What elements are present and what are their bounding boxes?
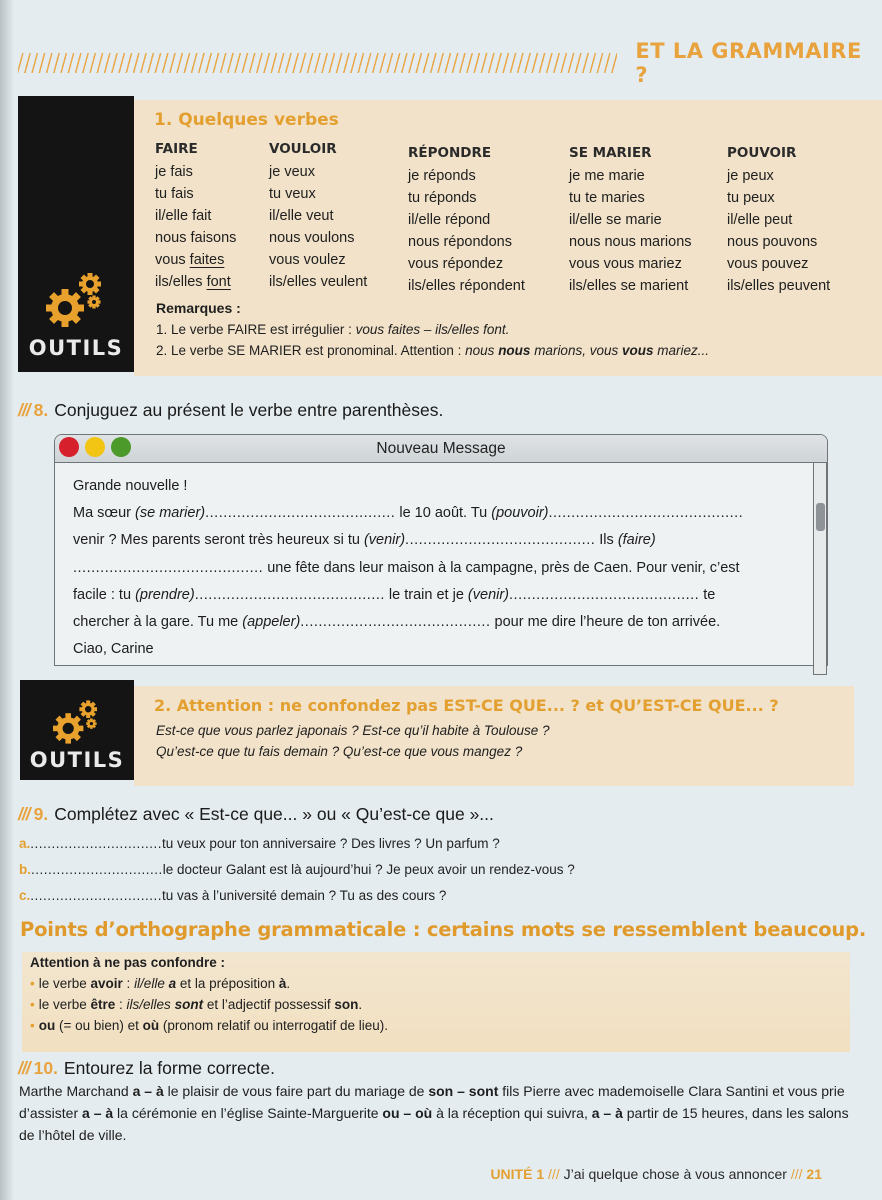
verb-form: tu peux — [727, 190, 775, 206]
exercise-number: 8. — [33, 400, 49, 420]
exercise-10-heading — [18, 1058, 275, 1079]
text: et la préposition — [176, 976, 279, 991]
exercise-item — [19, 883, 575, 909]
message-line — [73, 527, 783, 554]
text: Ma sœur — [73, 505, 136, 522]
verb-heading: RÉPONDRE — [408, 145, 492, 161]
maximize-button[interactable] — [111, 437, 131, 457]
orthographe-title: Points d’orthographe grammaticale : certains mots se ressemblent beaucoup. — [20, 918, 867, 941]
vertical-scrollbar[interactable] — [813, 463, 827, 675]
verb-form: je peux — [727, 168, 774, 184]
blank-fill[interactable]: ........................................... — [548, 505, 744, 522]
text: Ils — [595, 532, 618, 549]
remark-2 — [156, 340, 709, 361]
verb-form: ils/elles répondent — [408, 278, 525, 294]
text: le verbe — [38, 997, 91, 1012]
verb-hint: (prendre) — [135, 586, 195, 603]
remark-example: mariez... — [653, 343, 710, 358]
verb-form: ils/elles veulent — [269, 274, 368, 290]
remark-example: vous faites – ils/elles font. — [355, 322, 510, 337]
verb-form: nous voulons — [269, 230, 355, 246]
est-ce-que-panel — [134, 686, 854, 786]
message-line — [73, 609, 783, 636]
exercise-10-text — [19, 1080, 849, 1146]
exercise-slash: /// — [18, 1058, 30, 1078]
keyword: à — [278, 976, 287, 991]
verb-form: vous vous mariez — [569, 256, 682, 272]
example-line: Qu’est-ce que tu fais demain ? Qu’est-ce que vous mangez ? — [156, 744, 523, 759]
verb-form-prefix: ils/elles — [155, 274, 207, 290]
text: le verbe — [38, 976, 91, 991]
exercise-8-heading — [18, 400, 443, 421]
verb-form: tu te maries — [569, 190, 645, 206]
panel-title-verbes: 1. Quelques verbes — [154, 110, 339, 130]
verb-column-pouvoir — [727, 142, 830, 297]
outils-label: OUTILS — [29, 748, 125, 772]
verb-form: je fais — [155, 164, 193, 180]
exercise-slash: /// — [18, 400, 30, 420]
text: pour me dire l’heure de ton arrivée. — [490, 614, 721, 631]
remark-1 — [156, 319, 709, 340]
exercise-9-heading — [18, 804, 494, 825]
outils-badge-2 — [20, 680, 134, 780]
exercise-item — [19, 831, 575, 857]
gears-icon — [49, 698, 105, 746]
orthographe-subtitle: Attention à ne pas confondre : — [30, 955, 226, 970]
orthographe-panel — [22, 952, 850, 1052]
message-line — [73, 582, 783, 609]
verb-form: vous répondez — [408, 256, 504, 272]
exercise-instruction: Conjuguez au présent le verbe entre parenthèses. — [54, 400, 444, 420]
item-letter: b. — [19, 862, 31, 877]
outils-badge-1 — [18, 96, 134, 372]
verb-form: tu réponds — [408, 190, 477, 206]
verb-hint: (pouvoir) — [491, 505, 549, 522]
orthographe-bullet — [30, 1015, 388, 1036]
exercise-number: 9. — [33, 804, 49, 824]
text: et l’adjectif possessif — [203, 997, 335, 1012]
verb-form: vous voulez — [269, 252, 346, 268]
page-title: ET LA GRAMMAIRE ? — [635, 39, 862, 87]
exercise-item — [19, 857, 575, 883]
text: chercher à la gare. Tu me — [73, 614, 243, 631]
verb-form: je veux — [269, 164, 315, 180]
exercise-instruction: Complétez avec « Est-ce que... » ou « Qu’est-ce que »... — [54, 804, 494, 824]
examples-block — [156, 720, 550, 762]
remark-text: 1. Le verbe FAIRE est irrégulier : — [156, 322, 356, 337]
verb-form — [155, 271, 236, 293]
choice-option[interactable]: a – à — [591, 1105, 623, 1121]
keyword: où — [142, 1018, 160, 1033]
message-body[interactable] — [73, 473, 783, 663]
verb-hint: (appeler) — [242, 614, 301, 631]
verb-hint: (faire) — [617, 532, 656, 549]
verb-column-faire — [155, 138, 236, 293]
keyword: son — [334, 997, 359, 1012]
remark-text: 2. Le verbe SE MARIER est pronominal. Attention : — [156, 343, 466, 358]
blank-fill[interactable]: ............................... — [31, 862, 163, 877]
verb-form-underlined: font — [206, 274, 231, 290]
blank-fill[interactable]: .......................................... — [300, 614, 491, 631]
verb-form: vous pouvez — [727, 256, 809, 272]
gears-icon — [41, 270, 111, 330]
remark-example: marions, vous — [530, 343, 622, 358]
scrollbar-thumb[interactable] — [816, 503, 825, 531]
blank-fill[interactable]: .......................................... — [205, 505, 396, 522]
close-button[interactable] — [59, 437, 79, 457]
exercise-slash: /// — [18, 804, 30, 824]
exercise-instruction: Entourez la forme correcte. — [63, 1058, 275, 1078]
bullet-icon: • — [30, 997, 35, 1012]
keyword: avoir — [90, 976, 123, 991]
verb-form: nous pouvons — [727, 234, 818, 250]
text: Marthe Marchand — [19, 1083, 133, 1099]
bullet-icon: • — [30, 1018, 35, 1033]
text: te — [699, 586, 716, 603]
text: (pronom relatif ou interrogatif de lieu). — [159, 1018, 389, 1033]
message-line — [73, 500, 783, 527]
separator: /// — [786, 1166, 807, 1182]
minimize-button[interactable] — [85, 437, 105, 457]
verb-form: ils/elles se marient — [569, 278, 689, 294]
remarks-title: Remarques : — [156, 300, 241, 316]
verb-form-underlined: faites — [189, 252, 225, 268]
choice-option[interactable]: ou – où — [382, 1105, 433, 1121]
panel-title-est-ce-que: 2. Attention : ne confondez pas EST-CE QUE... ? et QU’EST-CE QUE... ? — [154, 696, 779, 715]
verb-form: ils/elles peuvent — [727, 278, 831, 294]
remark-emphasis: nous — [498, 343, 531, 358]
verb-form: il/elle fait — [155, 208, 212, 224]
verb-form — [155, 249, 236, 271]
verb-form: nous faisons — [155, 230, 237, 246]
item-letter: c. — [19, 888, 31, 903]
bullet-icon: • — [30, 976, 35, 991]
outils-label: OUTILS — [28, 336, 124, 360]
text: la cérémonie en l’église Sainte-Marguerite — [113, 1105, 383, 1121]
verb-column-se-marier — [569, 142, 692, 297]
verb-hint: (venir) — [467, 586, 510, 603]
item-text: tu vas à l’université demain ? Tu as des cours ? — [162, 888, 447, 903]
text: : — [122, 976, 135, 991]
text: à la réception qui suivra, — [432, 1105, 592, 1121]
verb-form: je réponds — [408, 168, 476, 184]
text: le 10 août. Tu — [395, 505, 492, 522]
choice-option[interactable]: son – sont — [428, 1083, 499, 1099]
blank-fill[interactable]: ............................... — [30, 888, 163, 903]
verb-hint: (venir) — [363, 532, 406, 549]
remarks-block — [156, 298, 709, 361]
remark-emphasis: vous — [621, 343, 654, 358]
example: ils/elles — [126, 997, 175, 1012]
message-line — [73, 555, 783, 582]
verbs-panel — [134, 100, 882, 376]
verb-column-vouloir — [269, 138, 367, 293]
verb-form: il/elle répond — [408, 212, 491, 228]
text: fils Pierre avec mademoiselle Clara Santini et vous prie d’assister — [19, 1083, 845, 1121]
remark-example: nous — [465, 343, 499, 358]
keyword: a — [168, 976, 177, 991]
page-edge-shadow — [0, 0, 14, 1200]
blank-fill[interactable]: .......................................... — [73, 559, 264, 576]
text: . — [286, 976, 291, 991]
example: il/elle — [134, 976, 169, 991]
page-footer — [490, 1166, 822, 1182]
message-window — [54, 434, 828, 666]
window-title: Nouveau Message — [376, 439, 506, 457]
unit-label: UNITÉ 1 — [490, 1166, 545, 1182]
orthographe-bullet — [30, 973, 388, 994]
verb-form: il/elle veut — [269, 208, 334, 224]
text: facile : tu — [73, 586, 136, 603]
verb-heading: POUVOIR — [727, 145, 797, 161]
keyword: sont — [174, 997, 204, 1012]
text: venir ? Mes parents seront très heureux si tu — [73, 532, 364, 549]
verb-form: je me marie — [569, 168, 645, 184]
blank-fill[interactable]: ............................... — [30, 836, 163, 851]
keyword: ou — [38, 1018, 56, 1033]
verb-form: tu fais — [155, 186, 194, 202]
separator: /// — [544, 1166, 564, 1182]
verb-form: il/elle se marie — [569, 212, 662, 228]
message-line: Grande nouvelle ! — [73, 478, 188, 494]
text: (= ou bien) et — [55, 1018, 143, 1033]
text: le plaisir de vous faire part du mariage de — [163, 1083, 429, 1099]
verb-form-prefix: vous — [155, 252, 190, 268]
verb-heading: FAIRE — [155, 141, 198, 157]
verb-heading: VOULOIR — [269, 141, 337, 157]
verb-column-repondre — [408, 142, 525, 297]
message-signature: Ciao, Carine — [73, 641, 154, 658]
blank-fill[interactable]: .......................................... — [405, 532, 596, 549]
keyword: être — [90, 997, 116, 1012]
verb-form: il/elle peut — [727, 212, 793, 228]
item-letter: a. — [19, 836, 31, 851]
verb-form: tu veux — [269, 186, 316, 202]
verb-heading: SE MARIER — [569, 145, 652, 161]
blank-fill[interactable]: .......................................... — [509, 586, 700, 603]
header-hatch-decoration — [18, 53, 617, 73]
text: le train et je — [384, 586, 468, 603]
page-header — [18, 39, 878, 87]
text: : — [115, 997, 127, 1012]
text: . — [358, 997, 363, 1012]
example-line: Est-ce que vous parlez japonais ? Est-ce qu’il habite à Toulouse ? — [156, 723, 550, 738]
window-controls — [59, 437, 131, 457]
orthographe-bullet — [30, 994, 388, 1015]
verb-form: nous répondons — [408, 234, 512, 250]
item-text: le docteur Galant est là aujourd’hui ? Je peux avoir un rendez-vous ? — [162, 862, 575, 877]
blank-fill[interactable]: .......................................... — [194, 586, 385, 603]
orthographe-content — [30, 952, 388, 1036]
exercise-number: 10. — [33, 1058, 58, 1078]
text: partir de 15 heures, dans les salons de l’hôtel de ville. — [19, 1105, 849, 1143]
exercise-9-items — [19, 831, 575, 909]
window-titlebar — [55, 435, 827, 463]
page-number: 21 — [806, 1166, 822, 1182]
chapter-title: J’ai quelque chose à vous annoncer — [563, 1166, 787, 1182]
choice-option[interactable]: a – à — [82, 1105, 114, 1121]
text: une fête dans leur maison à la campagne, près de Caen. Pour venir, c’est — [263, 559, 740, 576]
verb-hint: (se marier) — [135, 505, 206, 522]
choice-option[interactable]: a – à — [132, 1083, 164, 1099]
item-text: tu veux pour ton anniversaire ? Des livres ? Un parfum ? — [162, 836, 500, 851]
verb-form: nous nous marions — [569, 234, 692, 250]
